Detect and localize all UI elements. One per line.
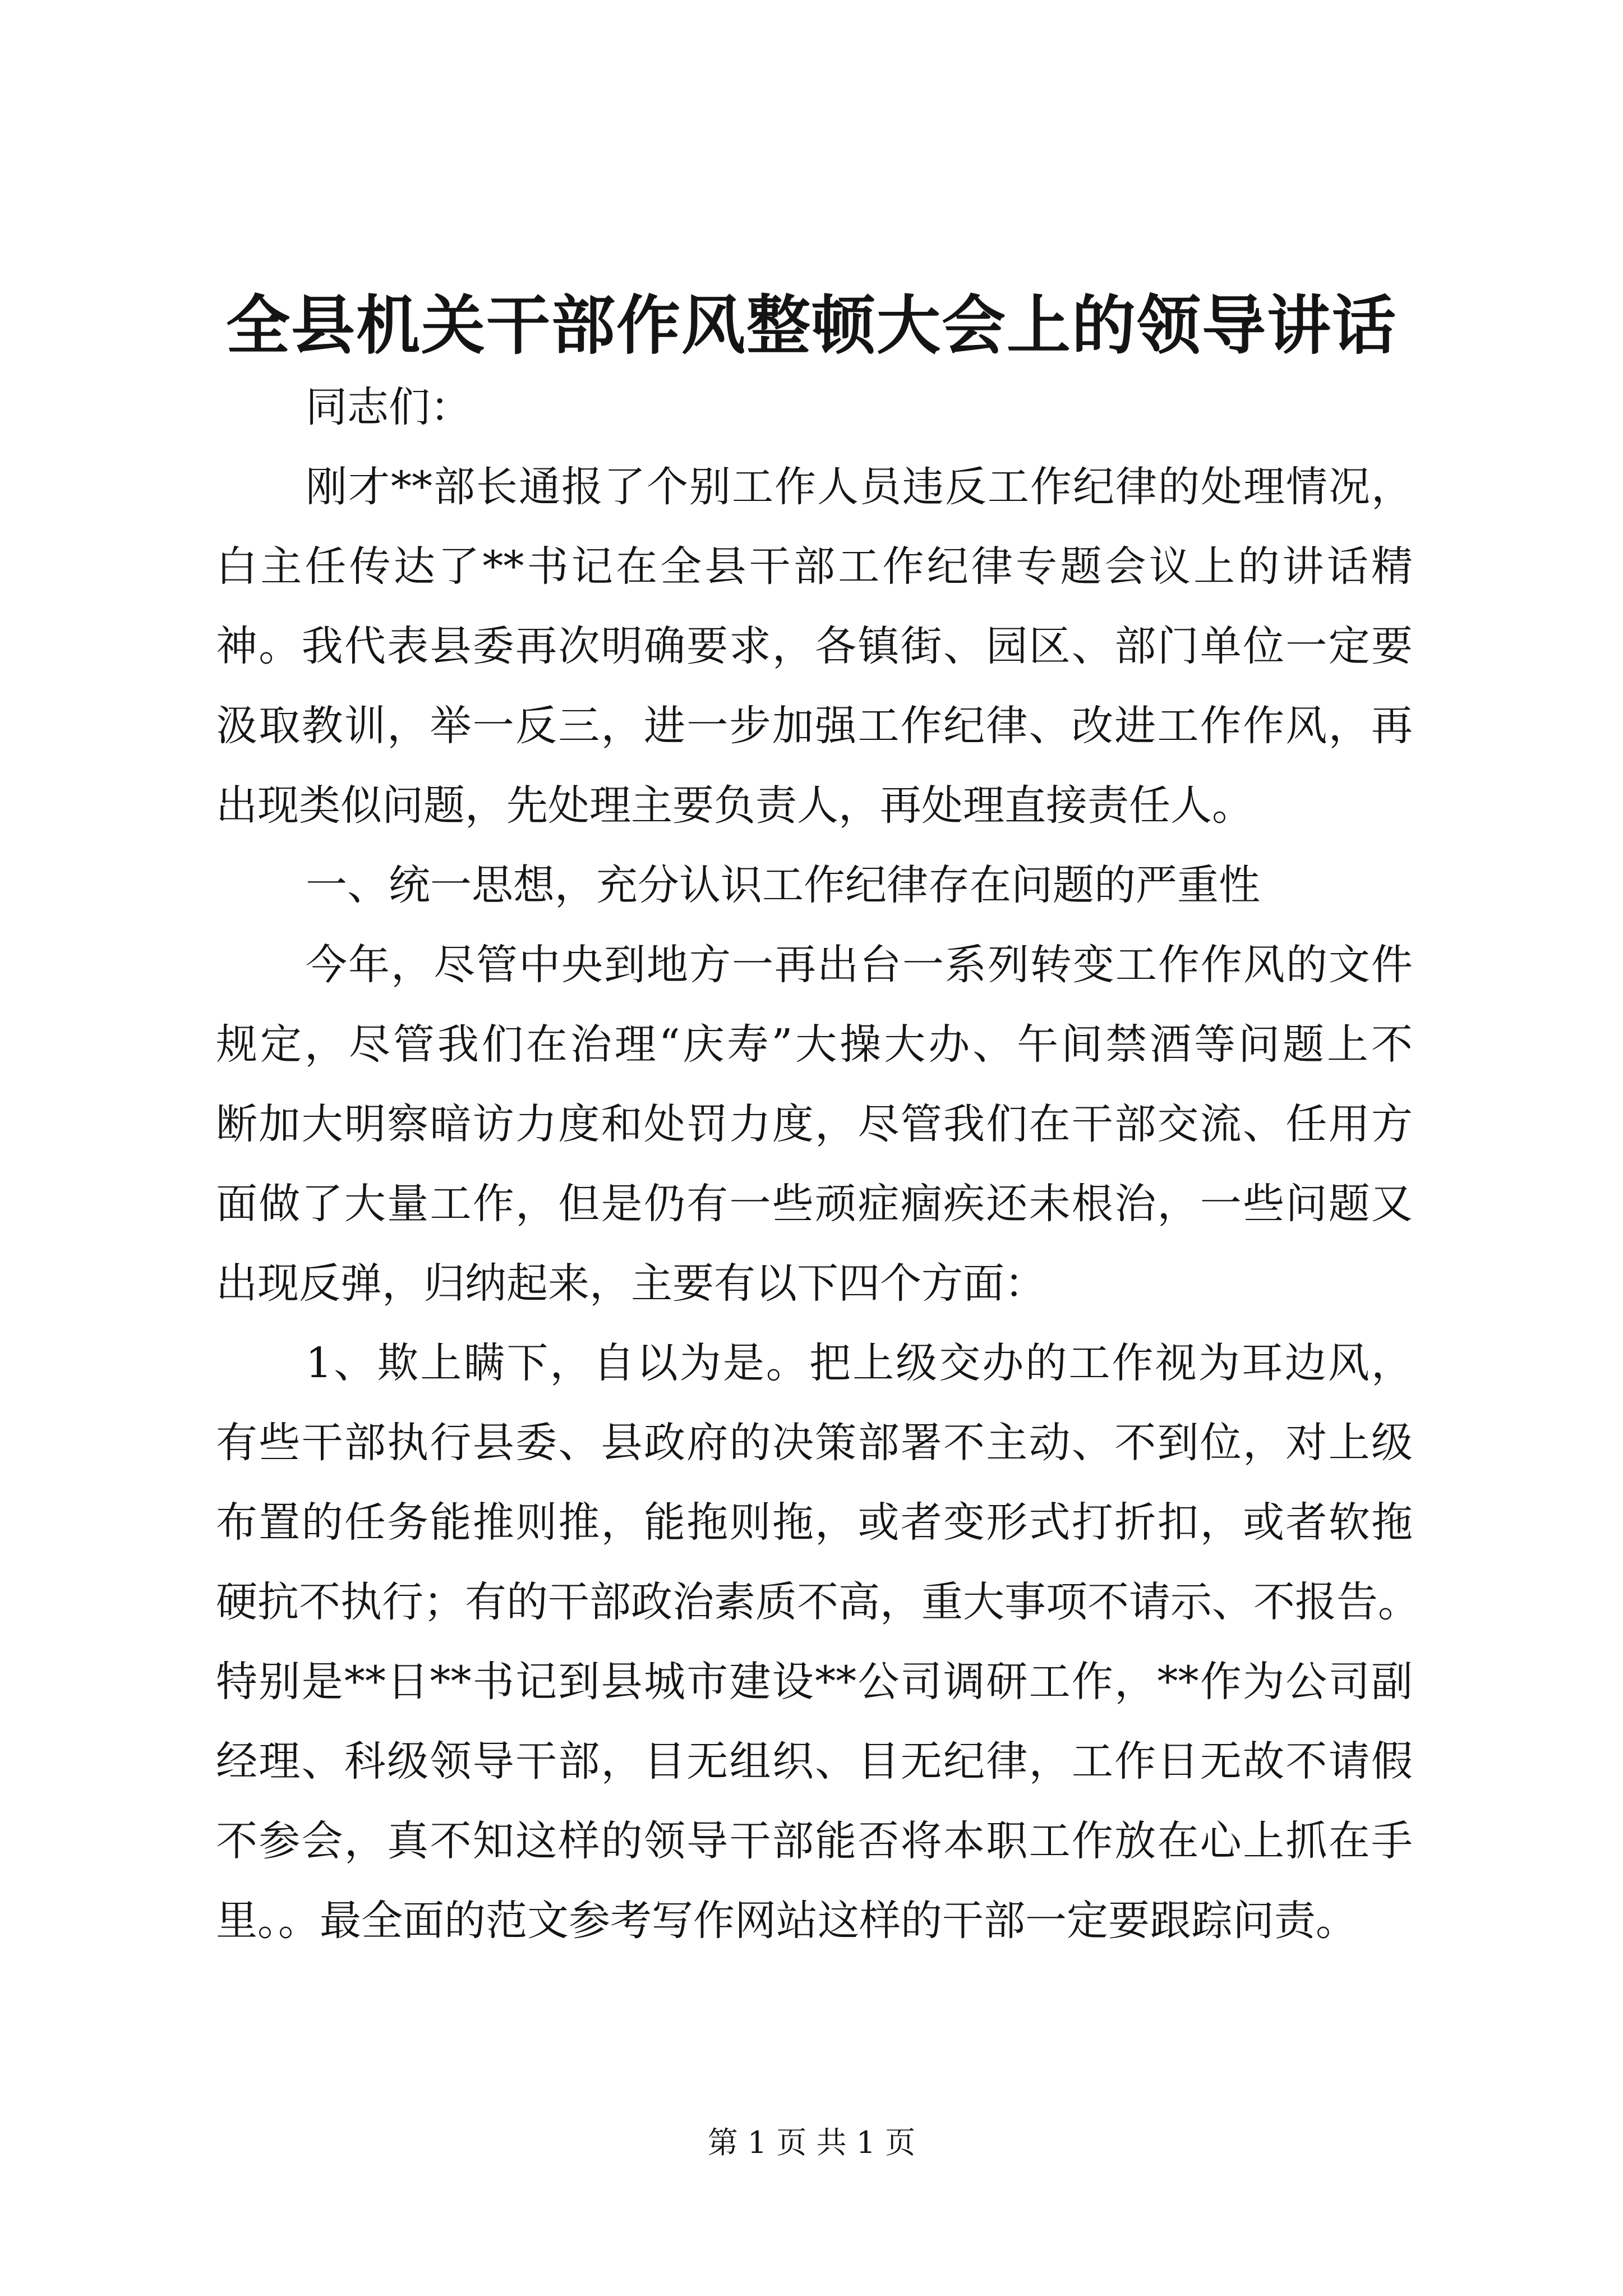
paragraph-line: 出现反弹，归纳起来，主要有以下四个方面：: [216, 1259, 1046, 1308]
paragraph-line: 刚才**部长通报了个别工作人员违反工作纪律的处理情况，: [306, 463, 1413, 511]
paragraph-line: 出现类似问题，先处理主要负责人，再处理直接责任人。: [216, 781, 1253, 830]
paragraph-line: 不参会，真不知这样的领导干部能否将本职工作放在心上抓在手: [216, 1817, 1413, 1865]
paragraph-line: 白主任传达了**书记在全县干部工作纪律专题会议上的讲话精: [216, 542, 1413, 591]
paragraph-line: 特别是**日**书记到县城市建设**公司调研工作，**作为公司副: [216, 1658, 1413, 1706]
paragraph-line: 有些干部执行县委、县政府的决策部署不主动、不到位，对上级: [216, 1419, 1413, 1467]
paragraph-line: 今年，尽管中央到地方一再出台一系列转变工作作风的文件: [306, 941, 1413, 989]
paragraph-line: 布置的任务能推则推，能拖则拖，或者变形式打折扣，或者软拖: [216, 1498, 1413, 1547]
document-title: 全县机关干部作风整顿大会上的领导讲话: [225, 288, 1397, 363]
paragraph-line: 汲取教训，举一反三，进一步加强工作纪律、改进工作作风，再: [216, 702, 1413, 750]
paragraph-line: 经理、科级领导干部，目无组织、目无纪律，工作日无故不请假: [216, 1737, 1413, 1786]
paragraph-line: 面做了大量工作，但是仍有一些顽症痼疾还未根治，一些问题又: [216, 1180, 1413, 1228]
paragraph-line: 断加大明察暗访力度和处罚力度，尽管我们在干部交流、任用方: [216, 1100, 1413, 1148]
paragraph-line: 里。。最全面的范文参考写作网站这样的干部一定要跟踪问责。: [216, 1897, 1357, 1945]
paragraph-line: 神。我代表县委再次明确要求，各镇街、园区、部门单位一定要: [216, 622, 1413, 670]
page-footer: 第 1 页 共 1 页: [707, 2125, 916, 2160]
paragraph-line: 硬抗不执行；有的干部政治素质不高，重大事项不请示、不报告。: [216, 1578, 1419, 1626]
salutation-line: 同志们：: [306, 383, 472, 431]
paragraph-line: 1、欺上瞒下，自以为是。把上级交办的工作视为耳边风，: [306, 1339, 1413, 1387]
section-heading: 一、统一思想，充分认识工作纪律存在问题的严重性: [306, 861, 1260, 909]
paragraph-line: 规定，尽管我们在治理“庆寿”大操大办、午间禁酒等问题上不: [216, 1020, 1413, 1069]
document-body: [216, 367, 1419, 1961]
